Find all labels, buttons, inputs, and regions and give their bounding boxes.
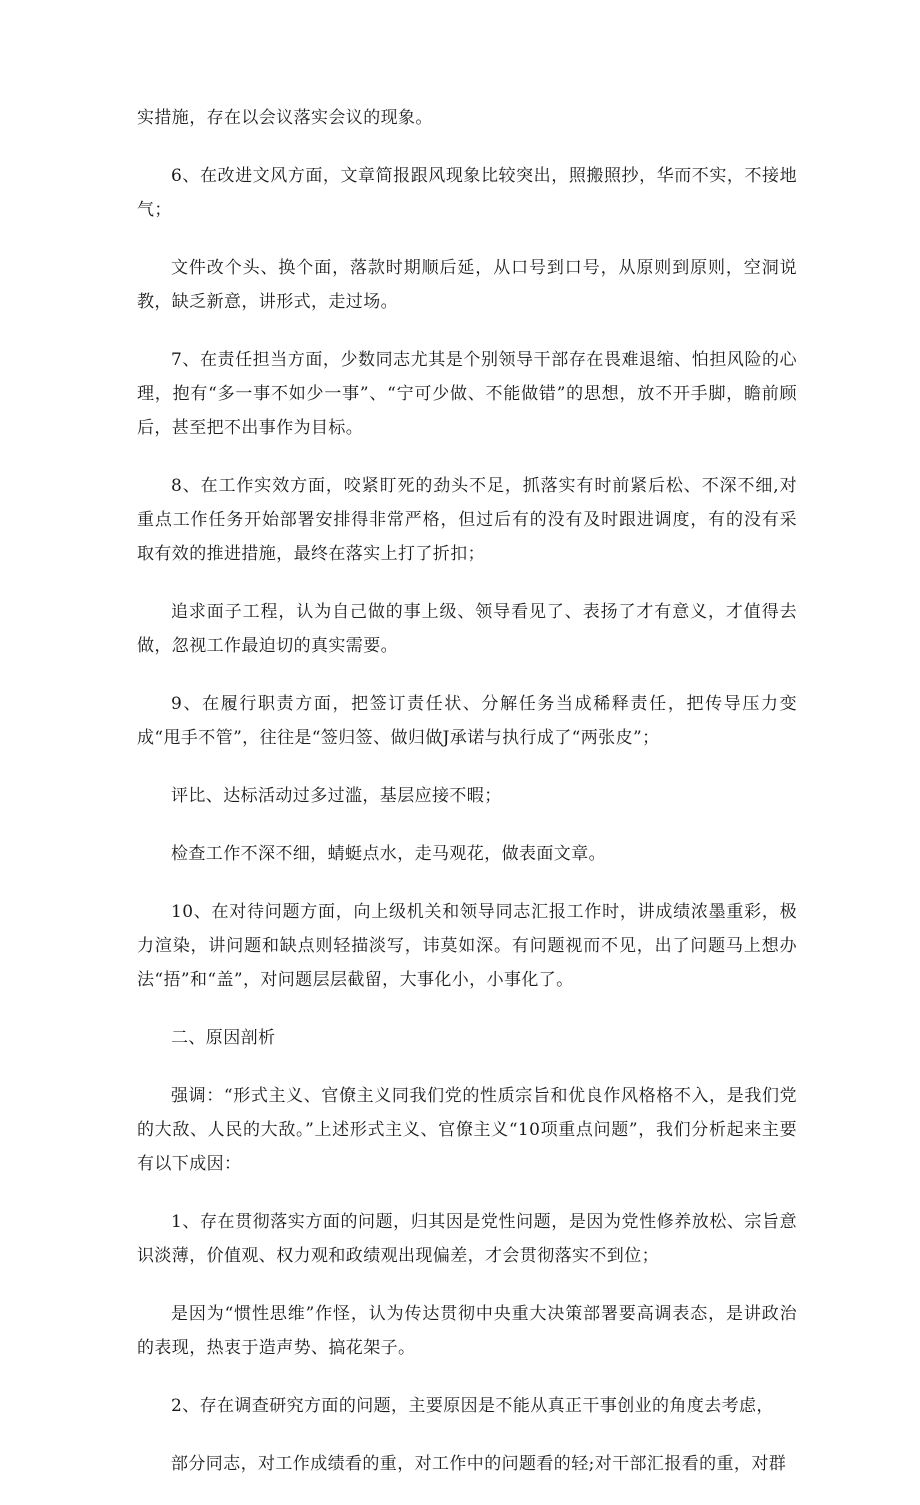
- document-body: [137, 101, 797, 1505]
- paragraph: 7、在责任担当方面，少数同志尤其是个别领导干部存在畏难退缩、怕担风险的心理，抱有“多一事不如少一事”、“宁可少做、不能做错”的思想，放不开手脚，瞻前顾后，甚至把不出事作为目标。: [137, 350, 797, 438]
- paragraph: 2、存在调查研究方面的问题，主要原因是不能从真正干事创业的角度去考虑，: [171, 1396, 774, 1416]
- paragraph: 6、在改进文风方面，文章简报跟风现象比较突出，照搬照抄，华而不实，不接地气；: [137, 166, 797, 220]
- paragraph: 9、在履行职责方面，把签订责任状、分解任务当成稀释责任，把传导压力变成“甩手不管”，往往是“签归签、做归做J承诺与执行成了“两张皮”；: [137, 694, 797, 748]
- paragraph: 是因为“惯性思维”作怪，认为传达贯彻中央重大决策部署要高调表态，是讲政治的表现，热衷于造声势、搞花架子。: [137, 1304, 797, 1358]
- paragraph: 实措施，存在以会议落实会议的现象。: [137, 108, 433, 128]
- paragraph: 强调：“形式主义、官僚主义同我们党的性质宗旨和优良作风格格不入，是我们党的大敌、人民的大敌。”上述形式主义、官僚主义“10项重点问题”，我们分析起来主要有以下成因：: [137, 1086, 797, 1174]
- paragraph: 检查工作不深不细，蜻蜓点水，走马观花，做表面文章。: [171, 844, 606, 864]
- paragraph: 评比、达标活动过多过滥，基层应接不暇；: [171, 786, 502, 806]
- paragraph: 部分同志，对工作成绩看的重，对工作中的问题看的轻;对干部汇报看的重，对群: [171, 1454, 787, 1474]
- paragraph: 10、在对待问题方面，向上级机关和领导同志汇报工作时，讲成绩浓墨重彩，极力渲染，讲问题和缺点则轻描淡写，讳莫如深。有问题视而不见，出了问题马上想办法“捂”和“盖”，对问题层层截留，大事化小，小事化了。: [137, 902, 797, 990]
- section-heading: 二、原因剖析: [171, 1028, 276, 1048]
- paragraph: 文件改个头、换个面，落款时期顺后延，从口号到口号，从原则到原则，空洞说教，缺乏新意，讲形式，走过场。: [137, 258, 797, 312]
- paragraph: 8、在工作实效方面，咬紧盯死的劲头不足，抓落实有时前紧后松、不深不细,对重点工作任务开始部署安排得非常严格，但过后有的没有及时跟进调度，有的没有采取有效的推进措施，最终在落实上打了折扣；: [137, 476, 797, 564]
- paragraph: 1、存在贯彻落实方面的问题，归其因是党性问题，是因为党性修养放松、宗旨意识淡薄，价值观、权力观和政绩观出现偏差，才会贯彻落实不到位；: [137, 1212, 797, 1266]
- paragraph: 追求面子工程，认为自己做的事上级、领导看见了、表扬了才有意义，才值得去做，忽视工作最迫切的真实需要。: [137, 602, 797, 656]
